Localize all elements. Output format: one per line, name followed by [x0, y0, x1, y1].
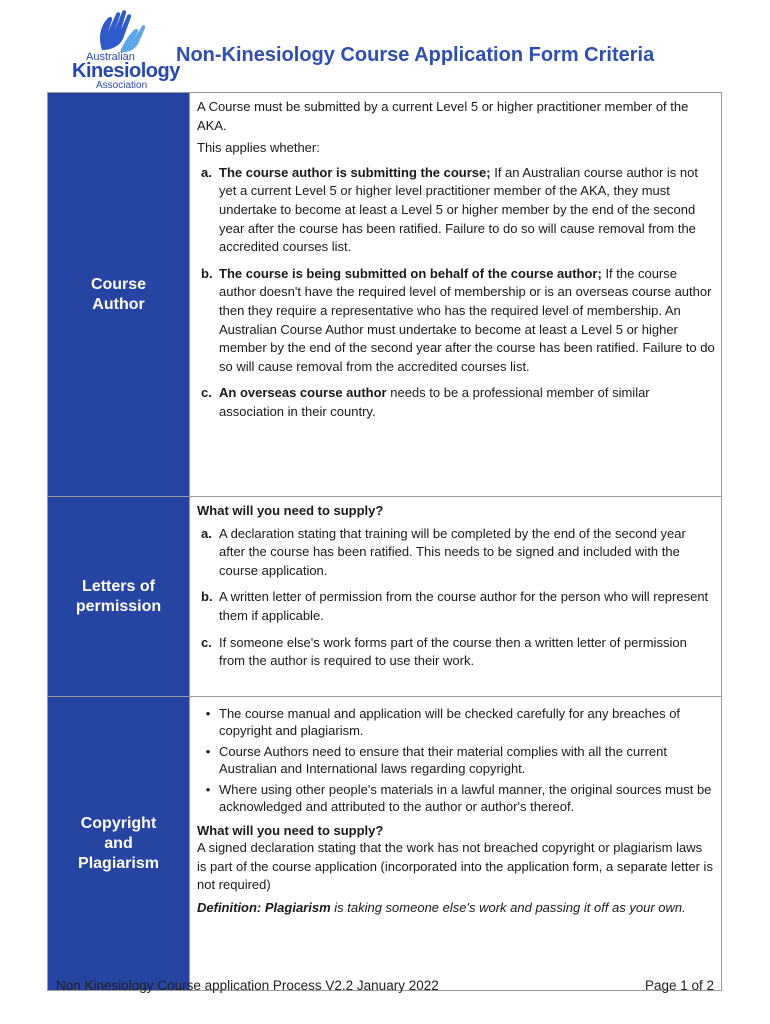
list-item: • Course Authors need to ensure that their material complies with all the current Australian and International laws regarding copyright. — [197, 743, 715, 777]
list-item: c. If someone else's work forms part of the course then a written letter of permission from the author is required to use their work. — [201, 634, 687, 669]
logo-line-3: Association — [96, 80, 148, 91]
criteria-table — [47, 92, 722, 991]
course-author-content — [190, 93, 722, 497]
list-item: c. An overseas course author needs to be a professional member of similar association in their country. — [201, 385, 650, 419]
letters-list — [197, 525, 715, 671]
list-item: b. A written letter of permission from the course author for the person who will represent them if applicable. — [201, 589, 709, 623]
applies-text: This applies whether: — [197, 140, 320, 156]
aka-logo — [72, 10, 180, 91]
intro-text: A Course must be submitted by a current Level 5 or higher practitioner member of the AKA. — [197, 99, 689, 133]
author-conditions-list — [197, 164, 715, 422]
bullet-icon: • — [205, 744, 211, 759]
list-item: • The course manual and application will be checked carefully for any breaches of copyright and plagiarism. — [197, 705, 715, 739]
footer-version: Non Kinesiology Course application Process V2.2 January 2022 — [56, 978, 439, 993]
letters-label: Letters of permission — [48, 497, 190, 697]
letters-row — [48, 497, 722, 697]
copyright-row — [48, 697, 722, 991]
logo-line-2: Kinesiology — [72, 60, 180, 82]
letters-content — [190, 497, 722, 697]
copyright-bullets — [197, 705, 715, 815]
course-author-row — [48, 93, 722, 497]
hands-logo-icon — [94, 10, 146, 54]
list-item: • Where using other people's materials in a lawful manner, the original sources must be acknowledged and attributed to the author or author's thereof. — [197, 781, 715, 815]
list-item: a. A declaration stating that training will be completed by the end of the second year after the course has been ratified. This needs to be signed and included with the course application. — [201, 525, 686, 578]
copyright-content — [190, 697, 722, 991]
footer-page-number: Page 1 of 2 — [644, 978, 714, 993]
list-item: a. The course author is submitting the course; If an Australian course author is not yet a current Level 5 or higher level practitioner member of the AKA, they must undertake to become at least a Level 5 or higher member by the end of the second year after the course has been ratified. Failure to do so will cause removal from the accredited courses list. — [201, 164, 698, 255]
copyright-supply-text: A signed declaration stating that the work has not breached copyright or plagiarism laws is part of the course application (incorporated into the application form, a separate letter is not required) — [197, 840, 713, 893]
bullet-icon: • — [205, 706, 211, 721]
copyright-heading: What will you need to supply? — [197, 823, 384, 838]
page-title: Non-Kinesiology Course Application Form Criteria — [176, 44, 655, 66]
letters-heading: What will you need to supply? — [197, 503, 384, 518]
course-author-label: Course Author — [48, 93, 190, 497]
plagiarism-definition: Definition: Plagiarism is taking someone else's work and passing it off as your own. — [197, 899, 686, 915]
bullet-icon: • — [205, 782, 211, 797]
list-item: b. The course is being submitted on behalf of the course author; If the course author doesn't have the required level of membership or is an overseas course author then they require a representative who has the required level of membership. An Australian Course Author must undertake to become at least a Level 5 or higher member by the end of the second year after the course has been ratified. Failure to do so will cause removal from the accredited courses list. — [201, 265, 715, 374]
logo-line-1: Australian — [86, 51, 135, 63]
copyright-label: Copyright and Plagiarism — [48, 697, 190, 991]
